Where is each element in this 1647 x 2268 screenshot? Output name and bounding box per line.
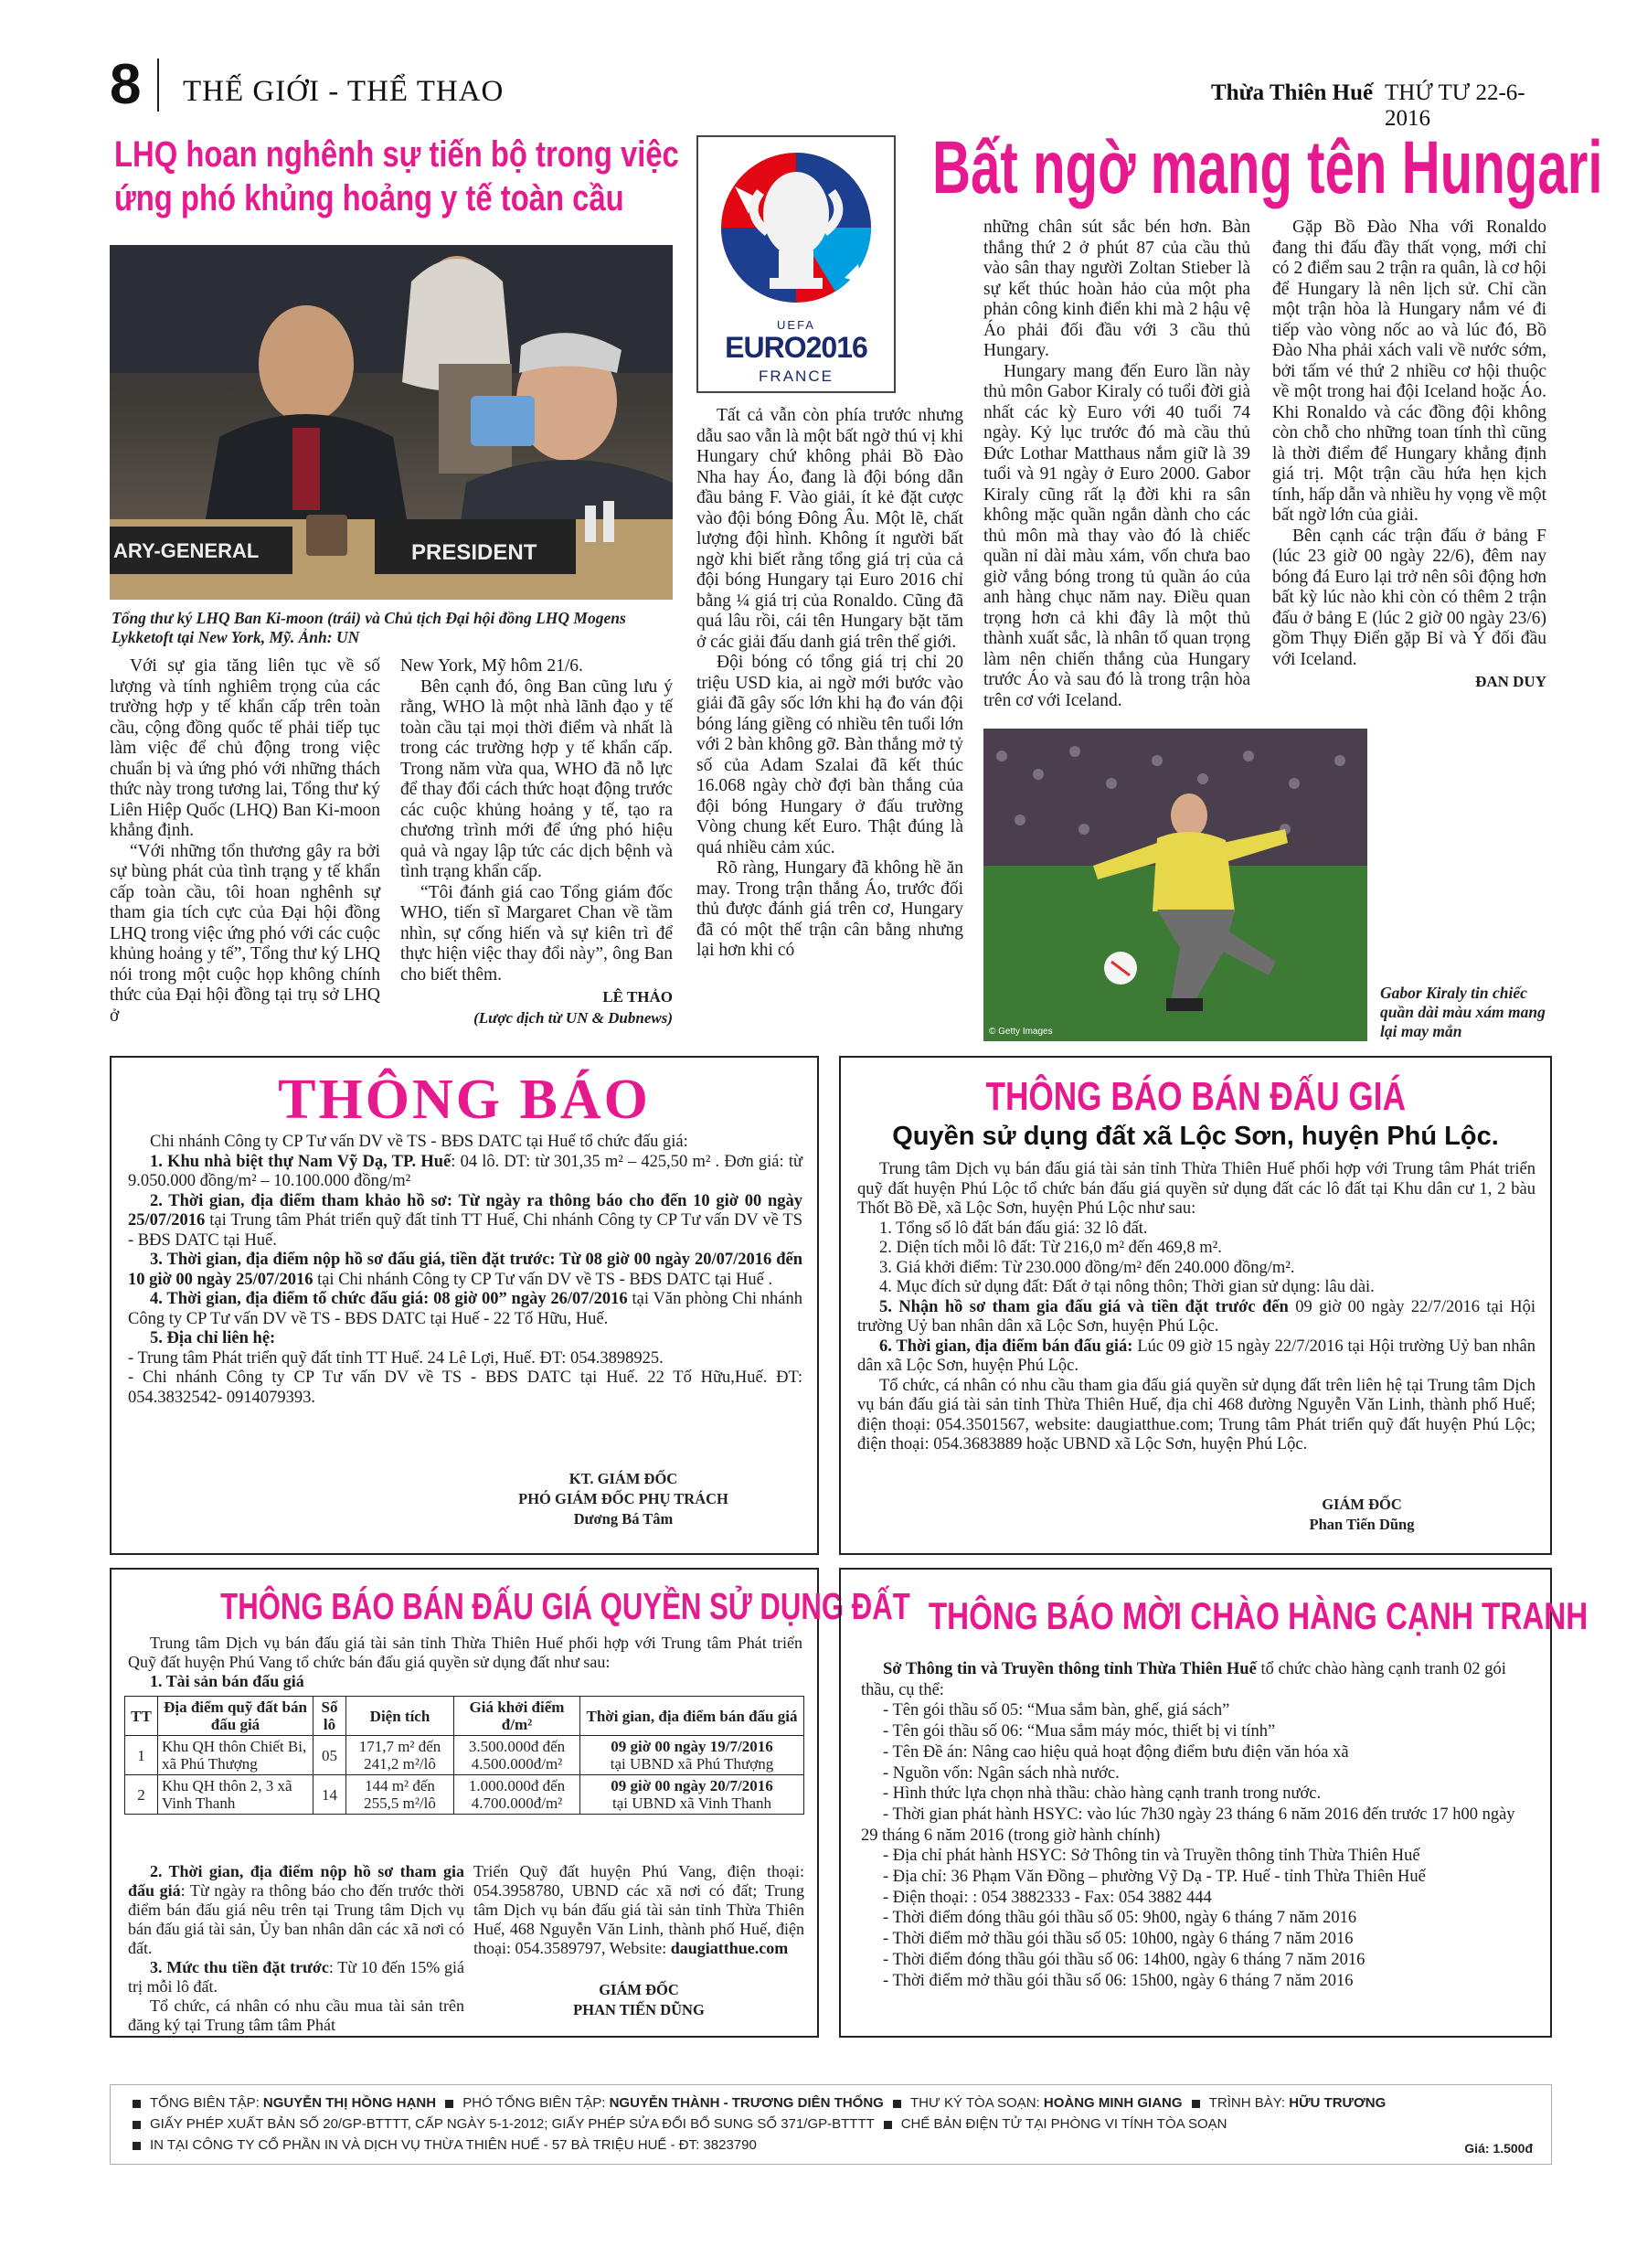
footer-l2a: GIẤY PHÉP XUẤT BẢN SỐ 20/GP-BTTTT, CẤP NGÀY 5-1-2012; GIẤY PHÉP SỬA ĐỔI BỔ SUNG SỐ 371/GP-BTTTT — [150, 2116, 875, 2132]
cell-lots: 05 — [313, 1736, 346, 1775]
notice4-box — [839, 1568, 1589, 2038]
notice3-s2-head: 2. Thời gian, địa điểm nộp hồ sơ tham gia đấu giá — [128, 1862, 464, 1900]
notice4-line5: - Hình thức lựa chọn nhà thầu: chào hàng cạnh tranh trong nước. — [883, 1784, 1322, 1804]
footer-l1e: THƯ KÝ TÒA SOẠN: — [909, 2095, 1044, 2111]
notice4-intro — [861, 1659, 1534, 1700]
notice3-signature — [473, 1980, 804, 2020]
cell-area-line1: 144 m² đến — [365, 1777, 435, 1794]
cell-place: Khu QH thôn 2, 3 xã Vinh Thanh — [158, 1775, 313, 1815]
article2-caption: Gabor Kiraly tin chiếc quần dài màu xám mang lại may mắn — [1380, 984, 1546, 1040]
notice1-intro: Chi nhánh Công ty CP Tư vấn DV về TS - BĐS DATC tại Huế tổ chức đấu giá: — [150, 1133, 688, 1151]
issue-date: THỨ TƯ 22-6-2016 — [1385, 80, 1525, 131]
footer-l1d: NGUYỄN THÀNH - TRƯƠNG DIÊN THỐNG — [609, 2095, 884, 2111]
notice1-item3-body: tại Chi nhánh Công ty CP Tư vấn DV về TS - BĐS DATC tại Huế . — [313, 1270, 773, 1289]
cell-price-line1: 1.000.000đ đến — [468, 1777, 566, 1794]
article1-headline-line2: ứng phó khủng hoảng y tế toàn cầu — [114, 178, 624, 218]
article1-col1-p2: “Với những tổn thương gây ra bởi sự bùng phát của tình trạng y tế khẩn cấp toàn cầu, tôi hoan nghênh sự tham gia tích cực của Đại hội đồng LHQ trong việc ứng phó với các cuộc khủng hoảng y tế”, Tổng thư ký LHQ nói trong một cuộc họp không chính thức của Đại hội đồng tại trụ sở LHQ ở — [110, 841, 380, 1026]
notice1-box — [110, 1056, 819, 1555]
notice1-sign3: Dương Bá Tâm — [573, 1510, 674, 1528]
notice1-sign2: PHÓ GIÁM ĐỐC PHỤ TRÁCH — [518, 1490, 728, 1507]
cell-area — [346, 1775, 454, 1815]
notice1-item2 — [128, 1192, 802, 1251]
cell-price-line1: 3.500.000đ đến — [468, 1738, 566, 1755]
article1-col2-p2: “Tôi đánh giá cao Tổng giám đốc WHO, tiến sĩ Margaret Chan về tầm nhìn, sự cống hiến và sự kiên trì để thực hiện việc thay đổi này”, ông Ban cho biết thêm. — [400, 882, 673, 985]
notice2-sign2: Phan Tiến Dũng — [1309, 1516, 1415, 1533]
page-number: 8 — [110, 53, 142, 116]
article2-col2-first: những chân sút sắc bén hơn. Bàn thắng thứ 2 ở phút 87 của cầu thủ vào sân thay người Zoltan Stieber là sự kết thúc hoàn hảo của một pha phản công kinh điển khi mà 2 hậu vệ Áo phải đối đầu với 3 cầu thủ Hungary. — [983, 218, 1250, 360]
footer-l1f: HOÀNG MINH GIANG — [1043, 2095, 1183, 2111]
cell-time-line2: tại UBND xã Phú Thượng — [610, 1755, 774, 1773]
notice2-sign1: GIÁM ĐỐC — [1322, 1496, 1402, 1513]
notice4-line11: - Thời điểm mở thầu gói thầu số 05: 10h00, ngày 6 tháng 7 năm 2016 — [883, 1930, 1354, 1949]
article1-caption: Tổng thư ký LHQ Ban Ki-moon (trái) và Chủ tịch Đại hội đồng LHQ Mogens Lykketoft tại New York, Mỹ. Ảnh: UN — [112, 609, 626, 646]
euro-trophy-icon — [698, 141, 894, 314]
notice2-box — [839, 1056, 1552, 1555]
notice3-section1: 1. Tài sản bán đấu giá — [150, 1672, 304, 1690]
notice3-col-left — [128, 1862, 464, 2035]
bullet-icon — [133, 2121, 141, 2129]
article2-col2-p1: Hungary mang đến Euro lần này thủ môn Gabor Kiraly có tuổi đời già nhất các kỳ Euro với 40 tuổi 74 ngày. Kỷ lục trước đó mà cầu thủ Đức Lothar Matthaus nắm giữ là 39 tuổi và 91 ngày ở Euro 2000. Gabor Kiraly cũng rất lạ đời khi ra sân không mặc quần ngắn dành cho các thủ môn mà thay vào đó là chiếc quần nỉ dài màu xám, vốn chưa bao giờ vắng bóng trong tủ quần áo của anh hàng chục năm nay. Điều quan trọng hơn cả khi đây là một thủ thành xuất sắc, là nhân tố quan trọng làm nên chiến thắng của Hungary trước Áo và sau đó là trong trận hòa trên cơ với Iceland. — [983, 361, 1250, 710]
notice1-title: THÔNG BÁO — [278, 1069, 651, 1131]
notice1-item4-head: 4. Thời gian, địa điểm tổ chức đấu giá: 08 giờ 00” ngày 26/07/2016 — [150, 1290, 628, 1308]
cell-area — [346, 1736, 454, 1775]
notice3-closing1: Tổ chức, cá nhân có nhu cầu mua tài sản trên đăng ký tại Trung tâm tâm Phát — [128, 1996, 464, 2034]
cell-price-line2: 4.700.000đ/m² — [471, 1794, 563, 1812]
article1-author: LÊ THẢO — [602, 988, 673, 1006]
cell-price-line2: 4.500.000đ/m² — [471, 1755, 563, 1773]
notice2-signature — [1225, 1495, 1499, 1535]
notice3-website: daugiatthue.com — [670, 1939, 789, 1957]
notice2-title: THÔNG BÁO BÁN ĐẤU GIÁ — [985, 1074, 1406, 1119]
cell-place: Khu QH thôn Chiết Bi, xã Phú Thượng — [158, 1736, 313, 1775]
article1-col2-first: New York, Mỹ hôm 21/6. — [400, 656, 583, 676]
article1-headline — [114, 133, 681, 220]
article1-col2 — [400, 656, 673, 1028]
article1-source: (Lược dịch từ UN & Dubnews) — [473, 1008, 673, 1027]
notice2-item6 — [857, 1337, 1535, 1377]
footer-line3 — [133, 2135, 1533, 2156]
cell-price — [454, 1775, 580, 1815]
article2-col1 — [696, 406, 963, 962]
notice2-item5 — [857, 1298, 1535, 1337]
cell-price — [454, 1736, 580, 1775]
cell-time — [580, 1736, 804, 1775]
notice3-intro: Trung tâm Dịch vụ bán đấu giá tài sản tỉnh Thừa Thiên Huế phối hợp với Trung tâm Phát triển Quỹ đất huyện Phú Vang tổ chức bán đấu giá quyền sử dụng đất như sau: — [128, 1634, 802, 1671]
notice2-subtitle: Quyền sử dụng đất xã Lộc Sơn, huyện Phú Lộc. — [892, 1122, 1499, 1151]
notice1-item5-head: 5. Địa chỉ liên hệ: — [150, 1329, 276, 1347]
th-area: Diện tích — [346, 1697, 454, 1736]
notice2-intro: Trung tâm Dịch vụ bán đấu giá tài sản tỉnh Thừa Thiên Huế phối hợp với Trung tâm Phát triển quỹ đất huyện Phú Lộc tổ chức bán đấu giá quyền sử dụng đất các lô đất tại Khu dân cư 1, 2 bàu Thốt Bồ Đề, xã Lộc Sơn, huyện Phú Lộc như sau: — [857, 1160, 1535, 1218]
article2-col1-p1: Tất cả vẫn còn phía trước nhưng dẫu sao vẫn là một bất ngờ thú vị khi Hungary chứ không phải Bồ Đào Nha hay Áo, đang là đội bóng dẫn đầu bảng F. Vào giải, ít kẻ đặt cược vào đội bóng Đông Âu. Một lẽ, chất lượng đội hình. Không ít người bất ngờ khi biết rằng tổng giá trị của cả đội bóng Hungary tại Euro 2016 chỉ bằng ¼ giá trị của Ronaldo. Cũng đã quá lâu rồi, cái tên Hungary bặt tăm ở các giải đấu danh giá trên thế giới. — [696, 406, 963, 652]
notice1-contact1: - Trung tâm Phát triển quỹ đất tỉnh TT Huế. 24 Lê Lợi, Huế. ĐT: 054.3898925. — [128, 1348, 664, 1368]
notice3-col-right — [473, 1862, 804, 2020]
th-time: Thời gian, địa điểm bán đấu giá — [580, 1697, 804, 1736]
footer-l2b: CHẾ BẢN ĐIỆN TỬ TẠI PHÒNG VI TÍNH TÒA SOẠN — [900, 2116, 1227, 2132]
article2-headline: Bất ngờ mang tên Hungari — [932, 126, 1603, 209]
th-lots: Số lô — [313, 1697, 346, 1736]
article1-headline-line1: LHQ hoan nghênh sự tiến bộ trong việc — [114, 134, 679, 175]
footer-l1g: TRÌNH BÀY: — [1208, 2095, 1290, 2111]
notice2-item6-head: 6. Thời gian, địa điểm bán đấu giá: — [879, 1336, 1133, 1356]
cell-tt: 1 — [125, 1736, 158, 1775]
notice1-item4-body: tại Văn phòng Chi nhánh Công ty CP Tư vấn DV về TS - BĐS DATC tại Huế - 22 Tố Hữu, Huế. — [128, 1290, 803, 1328]
article1-col1 — [110, 656, 380, 1027]
bullet-icon — [133, 2100, 141, 2108]
notice3-closing2: Triển Quỹ đất huyện Phú Vang, điện thoại: 054.3958780, UBND các xã nơi có đất; Trung tâm Dịch vụ bán đấu giá tài sản tỉnh Thừa Thiên Huế, 468 Nguyễn Văn Linh, thành phố Huế, điện thoại: 054.3589797, Website: — [473, 1862, 804, 1957]
notice3-s3-head: 3. Mức thu tiền đặt trước — [150, 1958, 329, 1976]
bullet-icon — [1192, 2100, 1200, 2108]
article1-photo — [110, 245, 673, 600]
notice1-sign1: KT. GIÁM ĐỐC — [568, 1470, 678, 1487]
sign-left: ARY-GENERAL — [113, 539, 260, 562]
notice4-line8: - Địa chỉ: 36 Phạm Văn Đồng – phường Vỹ Dạ - TP. Huế - tỉnh Thừa Thiên Huế — [883, 1868, 1426, 1887]
notice1-item4 — [128, 1290, 802, 1329]
euro-logo-country: FRANCE — [759, 367, 834, 385]
footer-price: Giá: 1.500đ — [1464, 2141, 1533, 2156]
paper-name: Thừa Thiên Huế — [1211, 80, 1374, 105]
notice1-signature — [459, 1469, 788, 1529]
notice1-item3-head: 3. Thời gian, địa điểm nộp hồ sơ đấu giá, tiền đặt trước: Từ 08 giờ 00 ngày 20/07/2016 đến 10 giờ 00 ngày 25/07/2016 — [128, 1251, 802, 1289]
cell-area-line2: 255,5 m²/lô — [364, 1794, 436, 1812]
notice4-intro-rest: tổ chức chào hàng cạnh tranh 02 gói thầu, cụ thể: — [861, 1660, 1506, 1699]
notice2-item2: 2. Diện tích mỗi lô đất: Từ 216,0 m² đến 469,8 m². — [879, 1239, 1222, 1257]
notice4-org: Sở Thông tin và Truyền thông tỉnh Thừa Thiên Huế — [883, 1660, 1257, 1678]
notice3-s3 — [128, 1958, 464, 1996]
footer-line2 — [133, 2114, 1533, 2135]
euro-logo — [696, 135, 896, 393]
notice1-item2-body: tại Trung tâm Phát triển quỹ đất tỉnh TT Huế, Chi nhánh Công ty CP Tư vấn DV về TS - BĐS DATC tại Huế. — [128, 1211, 802, 1250]
notice4-line10: - Thời điểm đóng thầu gói thầu số 05: 9h00, ngày 6 tháng 7 năm 2016 — [883, 1909, 1357, 1928]
notice4-line12: - Thời điểm đóng thầu gói thầu số 06: 14h00, ngày 6 tháng 7 năm 2016 — [883, 1950, 1365, 1969]
notice4-line9: - Điện thoại: : 054 3882333 - Fax: 054 3882 444 — [883, 1888, 1212, 1907]
notice2-item3: 3. Giá khởi điểm: Từ 230.000 đồng/m² đến 240.000 đồng/m². — [879, 1258, 1295, 1277]
cell-tt: 2 — [125, 1775, 158, 1815]
footer-line1 — [133, 2092, 1533, 2114]
notice4-line13: - Thời điểm mở thầu gói thầu số 06: 15h00, ngày 6 tháng 7 năm 2016 — [883, 1971, 1354, 1990]
footer-l1h: HỮU TRƯƠNG — [1289, 2095, 1387, 2111]
article2-col3-p2: Bên cạnh các trận đấu ở bảng F (lúc 23 giờ 00 ngày 22/6), đêm nay bóng đá Euro lại trở nên sôi động hơn bất kỳ lúc nào khi còn có thêm 2 trận đấu ở bảng E (lúc 2 giờ 00 ngày 23/6) gồm Thụy Điển gặp Bỉ và Ý đối đầu với Iceland. — [1272, 526, 1546, 669]
notice2-closing: Tổ chức, cá nhân có nhu cầu tham gia đấu giá quyền sử dụng đất trên liên hệ tại Trung tâm Dịch vụ bán đấu giá tài sản tỉnh Thừa Thiên Huế, địa chỉ 468 đường Nguyễn Văn Linh, thành phố Huế; điện thoại: 054.3501567, website: daugiatthue.com; Trung tâm Phát triển quỹ đất huyện Phú Lộc; điện thoại: 054.3683889 hoặc UBND xã Lộc Sơn, huyện Phú Lộc. — [857, 1376, 1535, 1453]
cell-area-line1: 171,7 m² đến — [358, 1738, 441, 1755]
notice3-s3-body: : Từ 10 đến 15% giá trị mỗi lô đất. — [128, 1958, 464, 1996]
notice2-item5-body: 09 giờ 00 ngày 22/7/2016 tại Hội trường Uỷ ban nhân dân xã Lộc Sơn, huyện Phú Lộc. — [857, 1297, 1536, 1336]
cell-area-line2: 241,2 m²/lô — [364, 1755, 436, 1773]
notice3-title-wrap — [112, 1584, 910, 1628]
page-header — [110, 53, 1558, 131]
table-row — [125, 1736, 804, 1775]
notice2-item1: 1. Tổng số lô đất bán đấu giá: 32 lô đất. — [879, 1219, 1148, 1238]
article2-col1-p2: Đội bóng có tổng giá trị chỉ 20 triệu USD kia, ai ngờ mới bước vào giải đã gây sốc lớn khi hạ đo ván đội bóng láng giềng có nhiều tên tuổi lớn với 2 bàn không gỡ. Bàn thắng mở tỷ số của Adam Szalai đã kết thúc 16.068 ngày chờ đợi bàn thắng của đội bóng Hungary ở đấu trường Vòng chung kết Euro. Thật đúng là quá nhiều cảm xúc. — [696, 653, 963, 857]
article1-col2-p1: Bên cạnh đó, ông Ban cũng lưu ý rằng, WHO là một nhà lãnh đạo y tế toàn cầu tại mọi thời điểm và nhất là trong các trường hợp y tế khẩn cấp. Trong năm vừa qua, WHO đã nỗ lực để thay đổi cách thức hoạt động trước các cuộc khủng hoảng y tế, tạo ra chương trình mới để ứng phó hiệu quả và ngay lập tức các dịch bệnh và tình trạng khẩn cấp. — [400, 676, 673, 881]
notice3-closing2-p — [473, 1862, 804, 1958]
notice3-title: THÔNG BÁO BÁN ĐẤU GIÁ QUYỀN SỬ DỤNG ĐẤT — [220, 1585, 910, 1627]
footer-l1c: PHÓ TỔNG BIÊN TẬP: — [462, 2095, 610, 2111]
notice1-item1 — [128, 1153, 802, 1192]
cell-lots: 14 — [313, 1775, 346, 1815]
cell-time — [580, 1775, 804, 1815]
notice1-item2-head: 2. Thời gian, địa điểm tham khảo hồ sơ: Từ ngày ra thông báo cho đến 10 giờ 00 ngày 25/07/2016 — [128, 1191, 802, 1230]
footer-l3: IN TẠI CÔNG TY CỔ PHẦN IN VÀ DỊCH VỤ THỪA THIÊN HUẾ - 57 BÀ TRIỆU HUẾ - ĐT: 3823790 — [150, 2137, 757, 2153]
footer-l1b: NGUYỄN THỊ HỒNG HẠNH — [262, 2095, 437, 2111]
table-row — [125, 1775, 804, 1815]
notice4-line3: - Tên Đề án: Nâng cao hiệu quả hoạt động điểm bưu điện văn hóa xã — [883, 1742, 1349, 1762]
notice1-item3 — [128, 1251, 802, 1290]
photo-credit: © Getty Images — [989, 1027, 1053, 1037]
cell-time-line1: 09 giờ 00 ngày 20/7/2016 — [611, 1777, 773, 1794]
bullet-icon — [445, 2100, 453, 2108]
notice2-body — [857, 1160, 1535, 1455]
th-place: Địa điểm quỹ đất bán đấu giá — [158, 1697, 313, 1736]
footer-l1a: TỔNG BIÊN TẬP: — [150, 2095, 263, 2111]
notice2-item4: 4. Mục đích sử dụng đất: Đất ở tại nông thôn; Thời gian sử dụng: lâu dài. — [879, 1278, 1375, 1296]
section-title: THẾ GIỚI - THỂ THAO — [183, 75, 505, 108]
header-divider — [157, 59, 159, 112]
article2-author: ĐAN DUY — [1475, 673, 1546, 690]
article2-photo — [983, 729, 1367, 1041]
notice1-body — [128, 1133, 802, 1408]
article2-col2 — [983, 218, 1250, 711]
notice4-body — [861, 1659, 1534, 1991]
notice1-item1-head: 1. Khu nhà biệt thự Nam Vỹ Dạ, TP. Huế — [150, 1152, 452, 1171]
notice1-item5 — [128, 1329, 802, 1349]
notice4-title: THÔNG BÁO MỜI CHÀO HÀNG CẠNH TRANH — [928, 1594, 1589, 1637]
notice3-s2-body: : Từ ngày ra thông báo cho đến trước thời điểm bán đấu giá nêu trên tại Trung tâm Dịch vụ bán đấu giá tài sản, Ủy ban nhân dân các xã nơi có đất. — [128, 1881, 464, 1957]
notice4-title-wrap — [841, 1593, 1589, 1639]
notice4-line7: - Địa chỉ phát hành HSYC: Sở Thông tin và Truyền thông tỉnh Thừa Thiên Huế — [883, 1847, 1420, 1866]
notice3-intro-wrap — [128, 1634, 802, 1691]
th-price: Giá khởi điểm đ/m² — [454, 1697, 580, 1736]
article1-col1-p1: Với sự gia tăng liên tục về số lượng và tính nghiêm trọng của các trường hợp y tế khẩn cấp trên toàn cầu, cộng đồng quốc tế phải tiếp tục làm việc để chủ động trong việc chuẩn bị và ứng phó với những thách thức này trong tương lai, Tổng thư ký Liên Hiệp Quốc (LHQ) Ban Ki-moon khẳng định. — [110, 656, 380, 840]
article2-col3-p1: Gặp Bồ Đào Nha với Ronaldo đang thi đấu đầy thất vọng, mới chỉ có 2 điểm sau 2 trận ra quân, là cơ hội để Hungary là nên lịch sử. Chỉ cần một trận hòa là Hungary nắm vé đi tiếp vào vòng nốc ao và lúc đó, Bồ Đào Nha phải xách vali về nước sớm, bởi tấm vé thứ 2 nhiều cơ hội thuộc về một trong hai đội Iceland hoặc Áo. Khi Ronaldo và các đồng đội không còn chỗ cho những toan tính thì cũng là thời điểm để Hungary khẳng định giá trị. Một trận cầu hứa hẹn kịch tính, hấp dẫn và nhiều hy vọng về một bất ngờ lớn của giải. — [1272, 218, 1546, 525]
goalkeeper-photo-illustration — [983, 729, 1367, 1041]
notice3-table — [124, 1696, 804, 1815]
notice2-item6-body: Lúc 09 giờ 15 ngày 22/7/2016 tại Hội trường Uỷ ban nhân dân xã Lộc Sơn, huyện Phú Lộc. — [857, 1336, 1536, 1375]
notice1-item1-body: : 04 lô. DT: từ 301,35 m² – 425,50 m² . Đơn giá: từ 9.050.000 đồng/m² – 10.100.000 đồng/m² — [128, 1152, 803, 1190]
euro-logo-uefa: UEFA — [777, 318, 815, 332]
cell-time-line2: tại UBND xã Vinh Thanh — [611, 1794, 771, 1812]
bullet-icon — [893, 2100, 901, 2108]
cell-time-line1: 09 giờ 00 ngày 19/7/2016 — [611, 1738, 773, 1755]
footer-box — [110, 2084, 1552, 2165]
notice1-contact2: - Chi nhánh Công ty CP Tư vấn DV về TS - BĐS DATC tại Huế. 22 Tố Hữu,Huế. ĐT: 054.3832542- 0914079393. — [128, 1368, 802, 1407]
article2-col1-p3: Rõ ràng, Hungary đã không hề ăn may. Trong trận thắng Áo, trước đối thủ được đánh giá trên cơ, Hungary đã có một thế trận cân bằng nhưng lại hơn khi có — [696, 858, 963, 960]
bullet-icon — [133, 2142, 141, 2150]
notice3-sign2: PHAN TIẾN DŨNG — [573, 2001, 705, 2018]
notice4-line2: - Tên gói thầu số 06: “Mua sắm máy móc, thiết bị vi tính” — [883, 1722, 1276, 1741]
notice4-line4: - Nguồn vốn: Ngân sách nhà nước. — [883, 1763, 1120, 1783]
notice4-line6: - Thời gian phát hành HSYC: vào lúc 7h30 ngày 23 tháng 6 năm 2016 đến trước 17 h00 ngày 29 tháng 6 năm 2016 (trong giờ hành chính) — [861, 1805, 1515, 1845]
bullet-icon — [884, 2121, 892, 2129]
notice2-title-wrap — [841, 1074, 1550, 1120]
notice2-item5-head: 5. Nhận hồ sơ tham gia đấu giá và tiền đặt trước đến — [879, 1297, 1289, 1316]
notice4-line1: - Tên gói thầu số 05: “Mua sắm bàn, ghế, giá sách” — [883, 1701, 1230, 1720]
notice3-box — [110, 1568, 910, 2038]
euro-logo-euro: EURO2016 — [725, 331, 867, 364]
notice3-table-wrap — [124, 1696, 804, 1815]
notice3-s2 — [128, 1862, 464, 1958]
sign-right: PRESIDENT — [411, 540, 537, 565]
notice3-sign1: GIÁM ĐỐC — [599, 1981, 679, 1998]
th-tt: TT — [125, 1697, 158, 1736]
table-header-row — [125, 1697, 804, 1736]
article2-col3 — [1272, 218, 1546, 693]
